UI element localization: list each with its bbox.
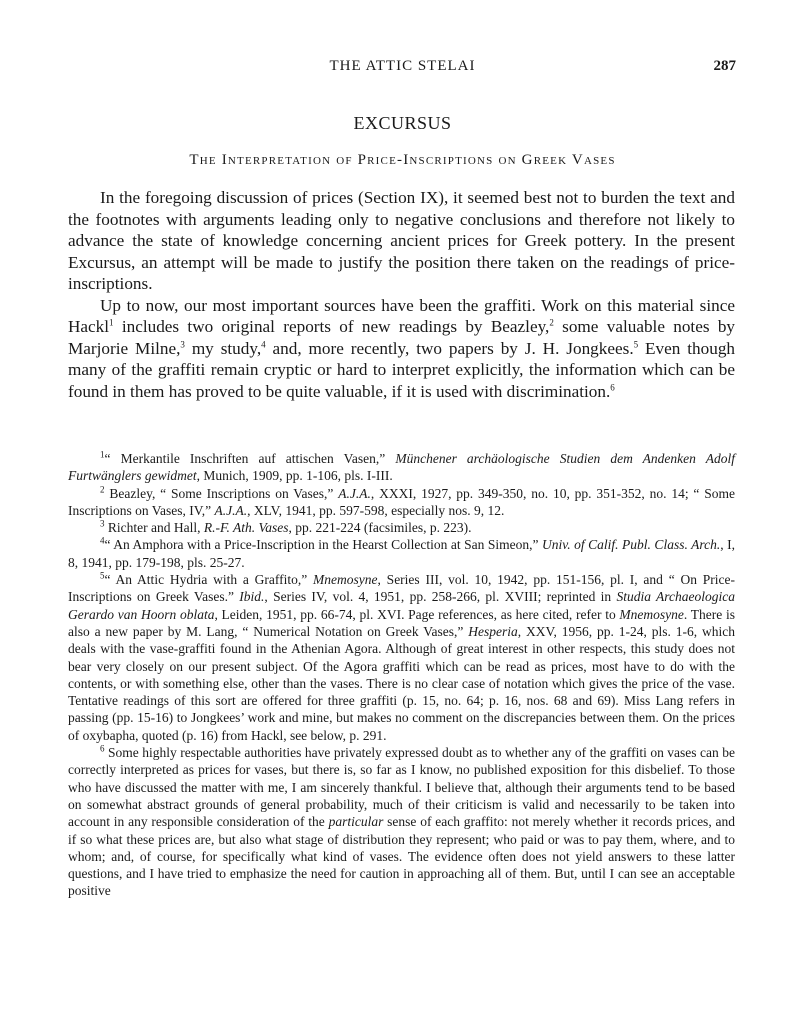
footnote-5: $^5$“ An Attic Hydria with a Graffito,” Mnemosyne, Series III, vol. 10, 1942, pp. 151-156, pl. I, and “ On Price-Inscriptions on Greek Vases.” Ibid., Series IV, vol. 4, 1951, pp. 258-266, pl. XVIII; reprinted in Studia Archaeologica Gerardo van Hoorn oblata, Leiden, 1951, pp. 66-74, pl. XVI. Page references, as here cited, refer to Mnemosyne. There is also a new paper by M. Lang, “ Numerical Notation on Greek Vases,” Hesperia, XXV, 1956, pp. 1-24, pls. 1-6, which deals with the vase-graffiti found in the Athenian Agora. Although of great interest in other respects, this study does not bear very closely on our present subject. Of the Agora graffiti which can be read as prices, most have to do with the contents, or with something else, other than the vases. There is no clear case of notation which gives the price of the vase. Tentative readings of this sort are offered for three graffiti (p. 15, no. 64; p. 16, nos. 68 and 69). Miss Lang refers in passing (pp. 15-16) to Jongkees’ work and mine, but makes no comment on the discrepancies between them. On the prices of oxybapha, quoted (p. 16) from Hackl, see below, p. 291.: [68, 570, 736, 743]
main-text: [68, 187, 735, 402]
footnote-ref: 2: [549, 317, 554, 328]
footnote-6: $^6$ Some highly respectable authorities have privately expressed doubt as to whether any of the graffiti on vases can be correctly interpreted as prices for vases, but there is, so far as I know, no published exposition for this disbelief. To those who have discussed the matter with me, I am sincerely thankful. I believe that, although their arguments tend to be based on somewhat abstract grounds of general probability, much of their criticism is valid and necessarily to be taken into account in any responsible consideration of the particular sense of each graffito: not merely whether it records prices, and if so what these prices are, but also what stage of distribution they represent; who paid or was to pay them, where, and to whom; and, of course, for specifically what kind of vases. The evidence often does not yield answers to these latter questions, and I have tried to emphasize the need for caution in approaching all of them. But, until I can see an acceptable positive: [68, 743, 735, 899]
running-head: [0, 58, 805, 80]
footnote-ref: 6: [610, 381, 615, 392]
section-heading: EXCURSUS: [353, 113, 452, 133]
footnote-ref: 5: [633, 338, 639, 349]
section-subheading: The Interpretation of Price-Inscriptions on Greek Vases: [189, 152, 616, 168]
footnote-ref: 3: [180, 338, 185, 349]
footnote-4: $^4$“ An Amphora with a Price-Inscription in the Hearst Collection at San Simeon,” Univ. of Calif. Publ. Class. Arch., I, 8, 1941, pp. 179-198, pls. 25-27.: [68, 535, 735, 570]
paragraph-1: In the foregoing discussion of prices (Section IX), it seemed best not to burden the text and the footnotes with arguments leading only to negative conclusions and therefore not likely to advance the state of knowledge concerning ancient prices for Greek pottery. In the present Excursus, an attempt will be made to justify the position there taken on the readings of price-inscriptions.: [68, 188, 735, 293]
page-number: 287: [713, 58, 736, 74]
paragraph-2: Up to now, our most important sources have been the graffiti. Work on this material since Hackl$^1$ includes two original reports of new readings by Beazley,$^2$ some valuable notes by Marjorie Milne,$^3$ my study,$^4$ and, more recently, two papers by J. H. Jongkees.$^5$ Even though many of the graffiti remain cryptic or hard to interpret explicitly, the information which can be found in them has proved to be quite valuable, if it is used with discrimination.$^6$: [68, 295, 736, 401]
footnote-2: $^2$ Beazley, “ Some Inscriptions on Vases,” A.J.A., XXXI, 1927, pp. 349-350, no. 10, pp. 351-352, no. 14; “ Some Inscriptions on Vases, IV,” A.J.A., XLV, 1941, pp. 597-598, especially nos. 9, 12.: [68, 484, 736, 518]
footnotes: [68, 450, 735, 900]
footnote-ref: 4: [261, 338, 266, 349]
footnote-1: $^1$“ Merkantile Inschriften auf attischen Vasen,” Münchener archäologische Studien dem Andenken Adolf Furtwänglers gewidmet, Munich, 1909, pp. 1-106, pls. I-III.: [68, 449, 735, 484]
footnote-ref: 1: [109, 317, 114, 328]
footnote-3: $^3$ Richter and Hall, R.-F. Ath. Vases, pp. 221-224 (facsimiles, p. 223).: [100, 518, 472, 536]
running-head-title: THE ATTIC STELAI: [329, 58, 476, 74]
